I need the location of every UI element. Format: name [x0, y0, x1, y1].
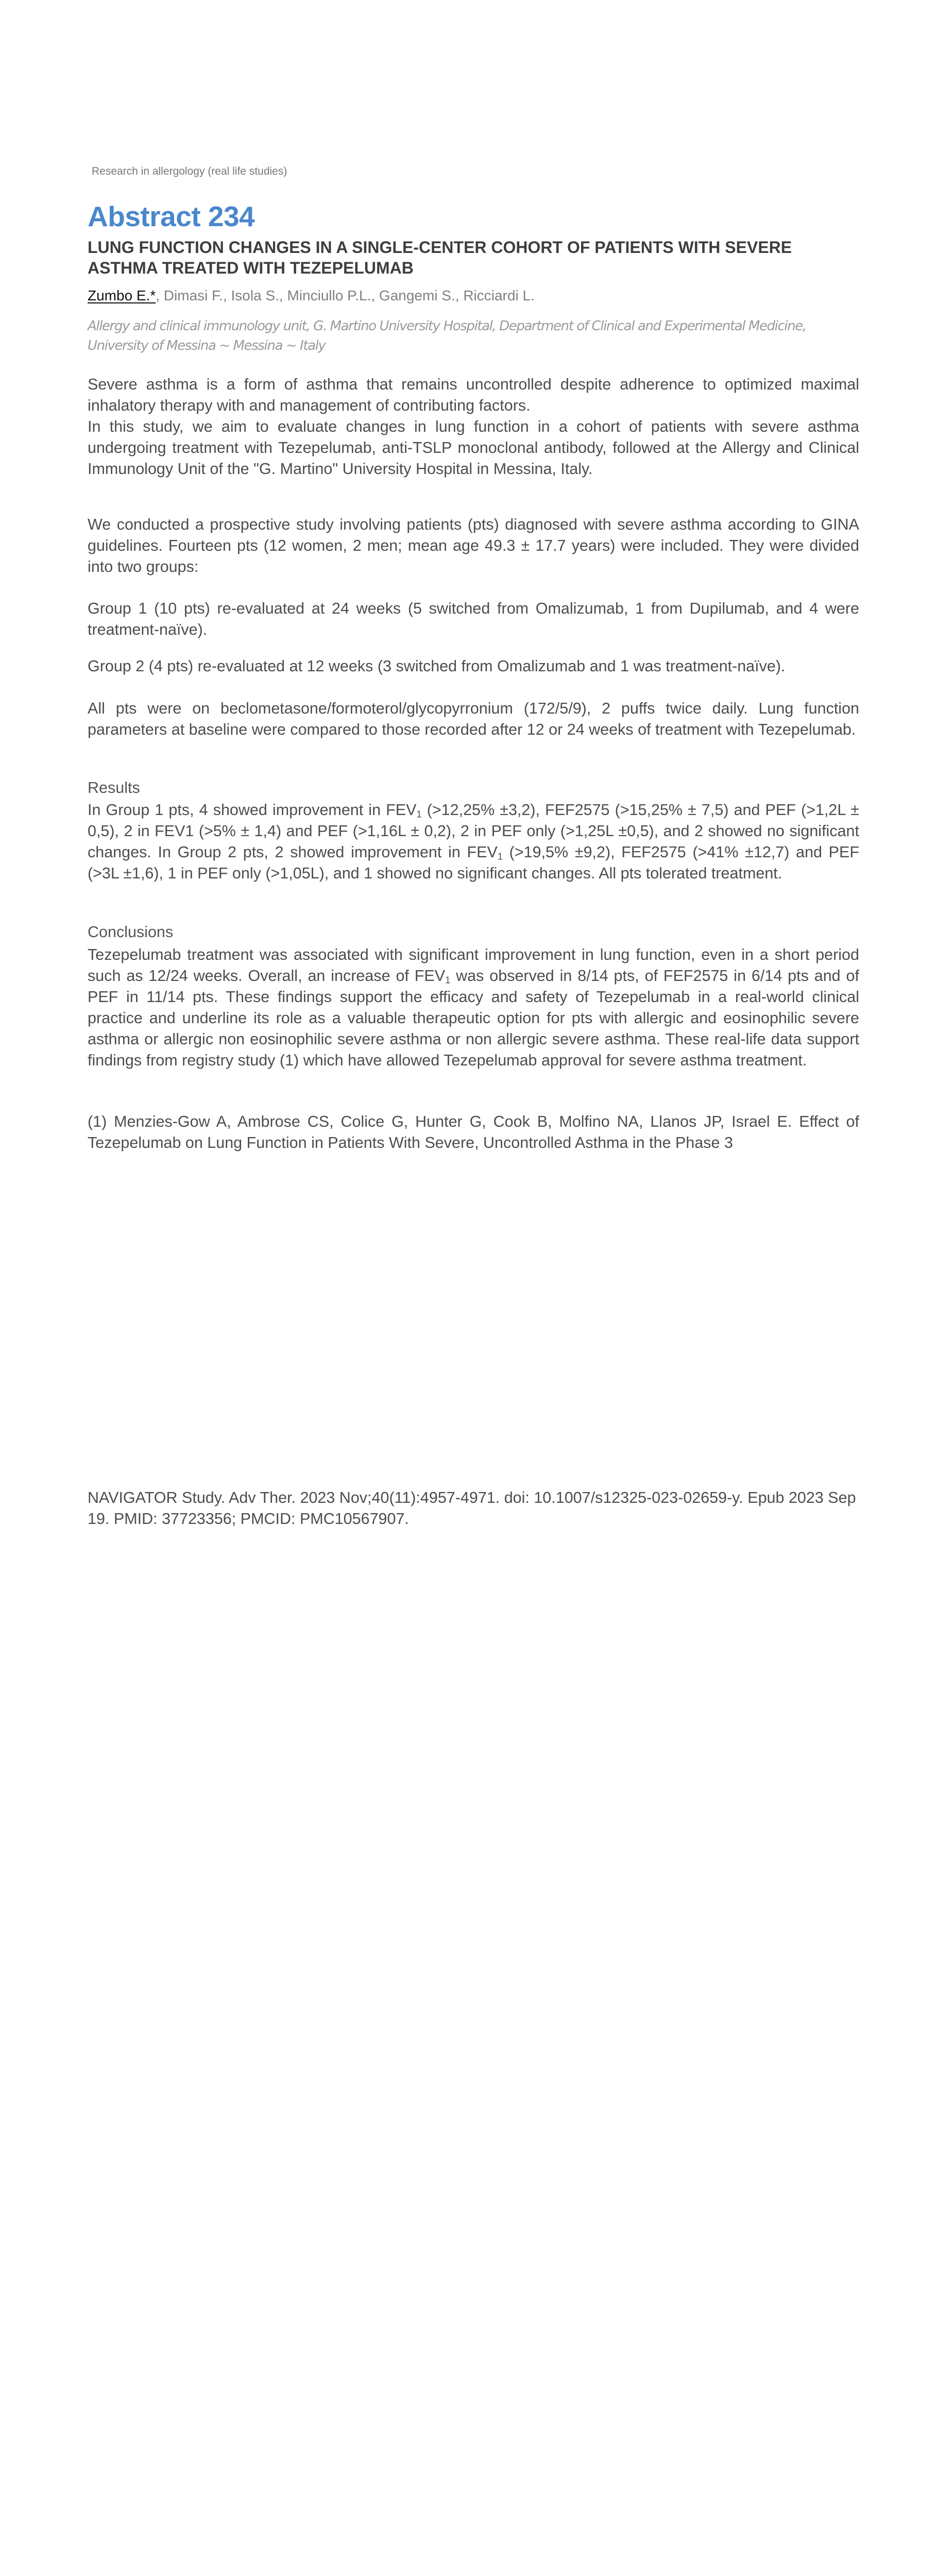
- background-paragraph-1: Severe asthma is a form of asthma that remains uncontrolled despite adherence to optimized maximal inhalatory therapy with and management of contributing factors.: [88, 376, 859, 414]
- background-paragraph-2: In this study, we aim to evaluate changes in lung function in a cohort of patients with severe asthma undergoing treatment with Tezepelumab, anti-TSLP monoclonal antibody, followed at the Allergy and Clinical Immunology Unit of the "G. Martino" University Hospital in Messina, Italy.: [88, 418, 859, 478]
- affiliation: Allergy and clinical immunology unit, G. Martino University Hospital, Department of Clinical and Experimental Medicine, University of Messina ~ Messina ~ Italy: [88, 318, 806, 353]
- methods-group-2: Group 2 (4 pts) re-evaluated at 12 weeks (3 switched from Omalizumab and 1 was treatment-naïve).: [88, 657, 786, 675]
- results-heading: Results: [88, 779, 140, 796]
- co-authors: , Dimasi F., Isola S., Minciullo P.L., Gangemi S., Ricciardi L.: [156, 287, 535, 303]
- abstract-title: LUNG FUNCTION CHANGES IN A SINGLE-CENTER COHORT OF PATIENTS WITH SEVERE ASTHMA TREATED WITH TEZEPELUMAB: [88, 238, 792, 277]
- fev-subscript: 1: [445, 974, 451, 986]
- reference-part-1: (1) Menzies-Gow A, Ambrose CS, Colice G, Hunter G, Cook B, Molfino NA, Llanos JP, Israel E. Effect of Tezepelumab on Lung Function in Patients With Severe, Uncontrolled Asthma in the Phase 3: [88, 1113, 859, 1151]
- results-text-2: (>12,25% ±3,2), FEF2575 (>15,25% ± 7,5) and PEF (>1,2L ± 0,5), 2 in FEV1 (>5% ± 1,4) and PEF (>1,16L ± 0,2), 2 in PEF only (>1,25L ±0,5), and 2 showed no significant changes. In Group 2 pts, 2 showed improvement in FEV: [88, 801, 859, 861]
- reference-part-2: NAVIGATOR Study. Adv Ther. 2023 Nov;40(11):4957-4971. doi: 10.1007/s12325-023-02659-y. Epub 2023 Sep 19. PMID: 37723356; PMCID: PMC10567907.: [88, 1489, 856, 1528]
- results-paragraph: [88, 800, 859, 884]
- conclusions-heading: Conclusions: [88, 923, 174, 941]
- methods-paragraph: We conducted a prospective study involving patients (pts) diagnosed with severe asthma according to GINA guidelines. Fourteen pts (12 women, 2 men; mean age 49.3 ± 17.7 years) were included. They were divided into two groups:: [88, 516, 859, 575]
- category-label: Research in allergology (real life studies): [92, 165, 287, 177]
- methods-treatment-paragraph: All pts were on beclometasone/formoterol/glycopyrronium (172/5/9), 2 puffs twice daily. Lung function parameters at baseline were compared to those recorded after 12 or 24 weeks of treatment with Tezepelumab.: [88, 700, 859, 738]
- results-text-1: In Group 1 pts, 4 showed improvement in FEV: [88, 801, 417, 819]
- abstract-number: Abstract 234: [88, 200, 255, 232]
- conclusions-paragraph: [88, 944, 859, 1071]
- conclusions-text-1: Tezepelumab treatment was associated with significant improvement in lung function, even in a short period such as 12/24 weeks. Overall, an increase of FEV: [88, 946, 859, 985]
- author-list: [88, 287, 535, 304]
- fev-subscript: 1: [497, 851, 503, 862]
- fev-subscript: 1: [416, 808, 422, 820]
- methods-group-1: Group 1 (10 pts) re-evaluated at 24 weeks (5 switched from Omalizumab, 1 from Dupilumab, and 4 were treatment-naïve).: [88, 600, 859, 638]
- results-text-3: (>19,5% ±9,2), FEF2575 (>41% ±12,7) and PEF (>3L ±1,6), 1 in PEF only (>1,05L), and 1 showed no significant changes. All pts tolerated treatment.: [88, 843, 860, 882]
- conclusions-text-2: was observed in 8/14 pts, of FEF2575 in 6/14 pts and of PEF in 11/14 pts. These findings support the efficacy and safety of Tezepelumab in a real-world clinical practice and underline its role as a valuable therapeutic option for pts with allergic and eosinophilic severe asthma or allergic non eosinophilic severe asthma or non allergic severe asthma. These real-life data support findings from registry study (1) which have allowed Tezepelumab approval for severe asthma treatment.: [88, 967, 859, 1069]
- presenting-author: Zumbo E.*: [88, 287, 156, 303]
